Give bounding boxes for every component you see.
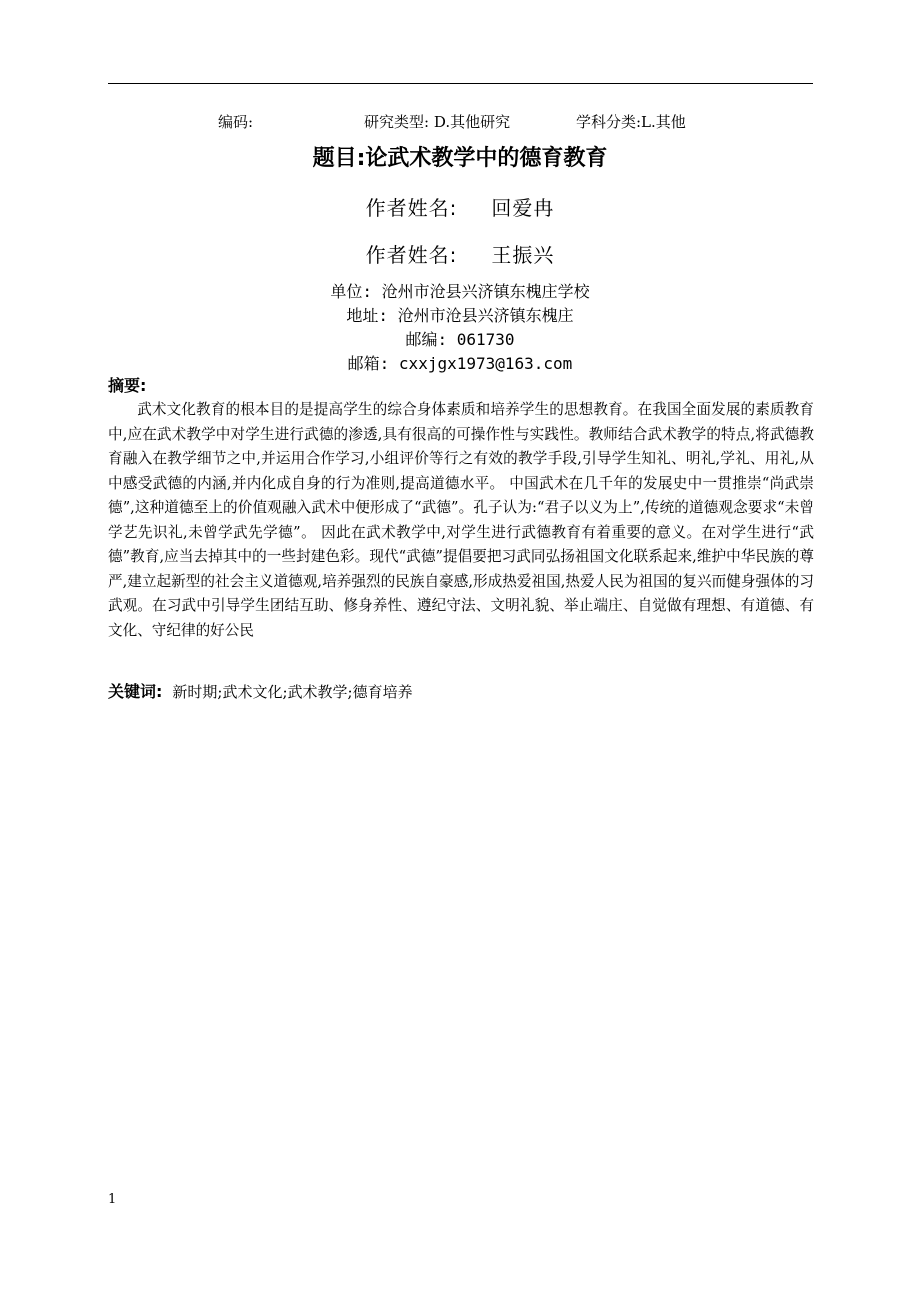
keywords-text: 新时期;武术文化;武术教学;德育培养 xyxy=(172,683,413,701)
page-number: 1 xyxy=(108,1192,117,1207)
address-line: 地址: 沧州市沧县兴济镇东槐庄 xyxy=(346,306,574,325)
code-label: 编码: xyxy=(218,113,254,131)
author-name: 回爱冉 xyxy=(491,196,555,220)
author-line-2 xyxy=(0,240,920,270)
keywords-label: 关键词: xyxy=(108,682,163,701)
author-line-1 xyxy=(0,193,920,223)
postcode-line: 邮编: 061730 xyxy=(405,330,515,349)
keywords-line xyxy=(108,681,814,703)
page-title: 题目:论武术教学中的德育教育 xyxy=(312,146,608,171)
author-label: 作者姓名: xyxy=(365,243,458,267)
abstract-text: 武术文化教育的根本目的是提高学生的综合身体素质和培养学生的思想教育。在我国全面发展的素质教育中,应在武术教学中对学生进行武德的渗透,具有很高的可操作性与实践性。教师结合武术教学的特点,将武德教育融入在教学细节之中,并运用合作学习,小组评价等行之有效的教学手段,引导学生知礼、明礼,学礼、用礼,从中感受武德的内涵,并内化成自身的行为准则,提高道德水平。 中国武术在几千年的发展史中一贯推崇“尚武崇德”,这种道德至上的价值观融入武术中便形成了“武德”。孔子认为:“君子以义为上”,传统的道德观念要求“未曾学艺先识礼,未曾学武先学德”。 因此在武术教学中,对学生进行武德教育有着重要的意义。在对学生进行“武德”教育,应当去掉其中的一些封建色彩。现代“武德”提倡要把习武同弘扬祖国文化联系起来,维护中华民族的尊严,建立起新型的社会主义道德观,培养强烈的民族自豪感,形成热爱祖国,热爱人民为祖国的复兴而健身强体的习武观。在习武中引导学生团结互助、修身养性、遵纪守法、文明礼貌、举止端庄、自觉做有理想、有道德、有文化、守纪律的好公民 xyxy=(108,401,814,639)
unit-line: 单位: 沧州市沧县兴济镇东槐庄学校 xyxy=(330,282,590,301)
subject-class: 学科分类:L.其他 xyxy=(576,113,686,131)
header-rule xyxy=(108,83,813,84)
abstract-label: 摘要: xyxy=(108,376,147,395)
author-label: 作者姓名: xyxy=(365,196,458,220)
author-name: 王振兴 xyxy=(491,243,555,267)
research-type: 研究类型: D.其他研究 xyxy=(364,113,511,131)
email-line: 邮箱: cxxjgx1973@163.com xyxy=(347,354,573,373)
